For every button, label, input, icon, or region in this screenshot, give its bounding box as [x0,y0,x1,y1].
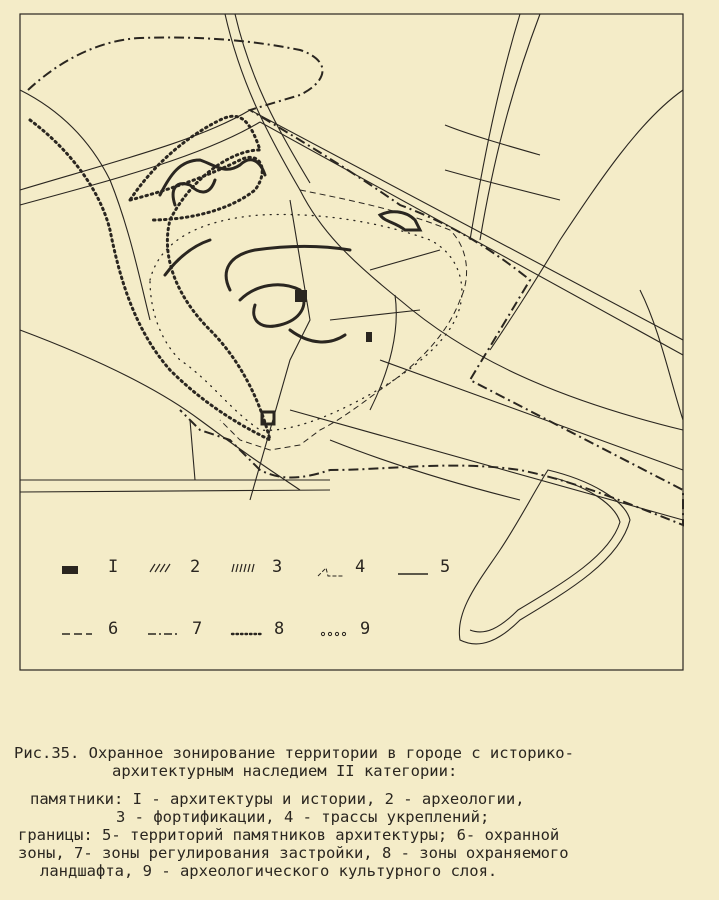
road [380,360,683,470]
road [250,110,683,340]
road [370,295,396,410]
road [490,90,683,350]
legend-label: I [108,557,119,577]
monument-icon [380,212,420,230]
road [370,250,440,270]
road [20,90,150,320]
fortification [160,160,265,195]
archaeology-hatch-icon [150,564,170,572]
monument-icon [62,566,78,574]
caption-line-2: архитектурным наследием II категории: [112,762,458,780]
monument-icon [295,290,307,302]
road [470,14,520,240]
fortification [290,330,345,342]
map-frame [20,14,683,670]
legend-label: 8 [274,619,285,639]
legend-label: 4 [355,557,366,577]
legend-label: 9 [360,619,371,639]
caption-line-4: 3 - фортификации, 4 - трассы укреплений; [116,808,490,826]
circle-dot-line-icon [321,632,345,635]
fortification [226,246,350,290]
road [190,420,195,480]
caption-line-6: зоны, 7- зоны регулирования застройки, 8 - зоны охраняемого [18,844,569,862]
road [640,290,683,420]
zone-boundary-8 [30,116,270,440]
road [20,122,260,205]
legend-label: 3 [272,557,283,577]
road [330,310,420,320]
fortification-trace-icon [318,568,344,576]
road [445,170,560,200]
legend-label: 2 [190,557,201,577]
fortification [240,285,304,327]
road [330,440,520,500]
caption-line-7: ландшафта, 9 - археологического культурного слоя. [40,862,498,880]
road [445,125,540,155]
caption-line-5: границы: 5- территорий памятников архитектуры; 6- охранной [18,826,560,844]
road [290,410,683,520]
legend-label: 7 [192,619,203,639]
caption-line-3: памятники: I - архитектуры и истории, 2 - археологии, [30,790,525,808]
legend [62,557,450,639]
water-body [470,478,620,632]
water-body [459,470,630,644]
legend-label: 6 [108,619,119,639]
fortification-hatch-icon [232,564,254,572]
zone-boundary-7 [28,38,683,526]
monument-icon [366,332,372,342]
road [20,490,330,492]
fortification [173,180,215,205]
legend-label: 5 [440,557,451,577]
road [20,330,300,490]
caption-line-1: Рис.35. Охранное зонирование территории в городе с историко- [14,744,574,762]
